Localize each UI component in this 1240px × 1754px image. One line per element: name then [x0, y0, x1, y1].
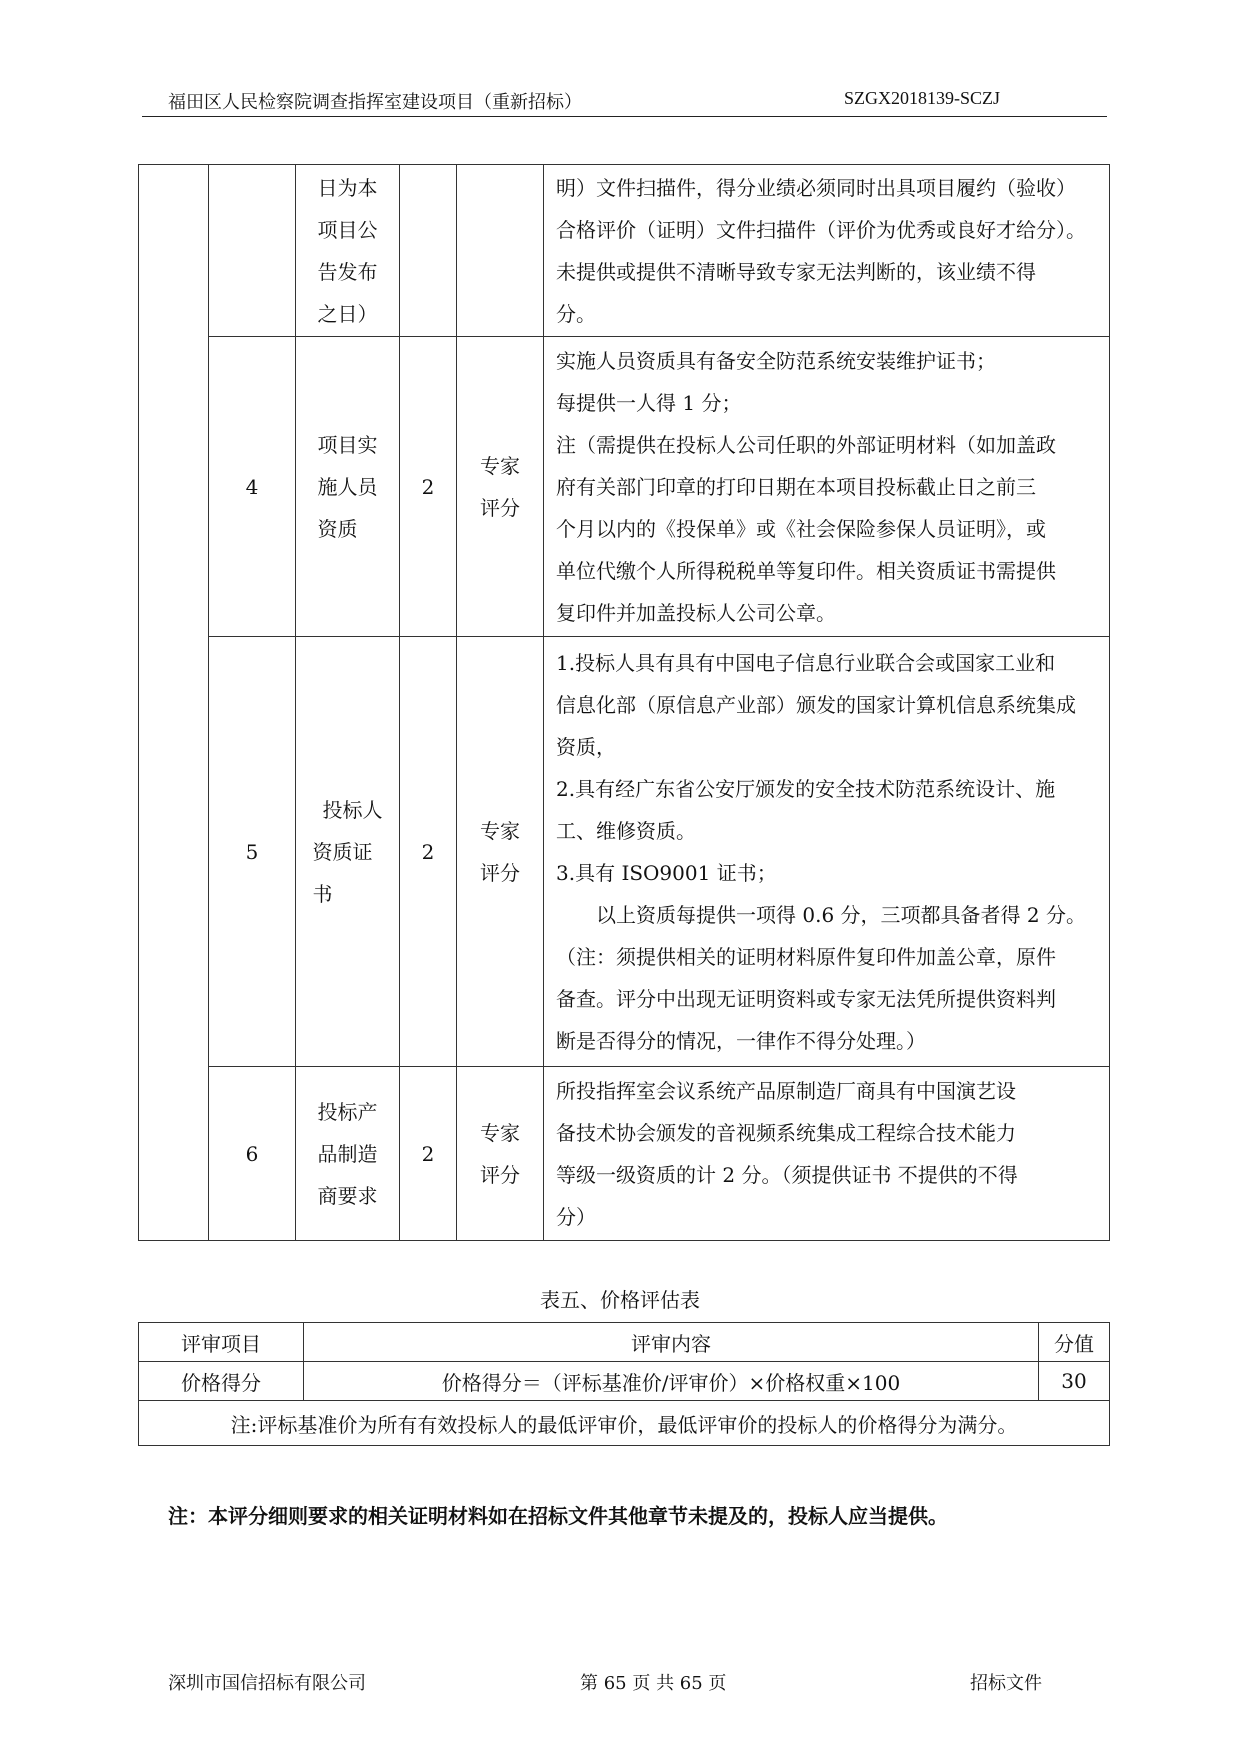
item-line: 书 [312, 881, 333, 906]
item-line: 投标产 [317, 1099, 378, 1124]
header-code: SZGX2018139-SCZJ [843, 88, 1000, 108]
footer-company: 深圳市国信招标有限公司 [168, 1673, 366, 1694]
item-line: 告发布 [317, 259, 378, 284]
description-line: 实施人员资质具有备安全防范系统安装维护证书； [556, 348, 996, 373]
description-line: 个月以内的《投保单》或《社会保险参保人员证明》，或 [556, 516, 1046, 541]
table-header-row [139, 1323, 1110, 1362]
description-line: 2.具有经广东省公安厅颁发的安全技术防范系统设计、施 [556, 776, 1056, 801]
item-line: 资质 [317, 516, 358, 541]
method-cell [457, 637, 544, 1067]
bold-note: 注：本评分细则要求的相关证明材料如在招标文件其他章节未提及的，投标人应当提供。 [168, 1504, 948, 1528]
description-cell [544, 337, 1110, 637]
price-table-title: 表五、价格评估表 [540, 1288, 700, 1312]
item-cell [296, 1067, 400, 1241]
table-row [139, 1067, 1110, 1241]
column-header: 分值 [1039, 1323, 1110, 1362]
table-note-row [139, 1401, 1110, 1446]
footer-page-number: 第 65 页 共 65 页 [580, 1673, 727, 1694]
item-line: 商要求 [317, 1183, 378, 1208]
price-note: 注:评标基准价为所有有效投标人的最低评审价，最低评审价的投标人的价格得分为满分。 [139, 1401, 1110, 1446]
price-evaluation-table [138, 1322, 1110, 1446]
method-line: 专家 [480, 453, 520, 478]
description-line: 府有关部门印章的打印日期在本项目投标截止日之前三 [556, 474, 1036, 499]
row-number [209, 165, 296, 337]
description-line: 明）文件扫描件，得分业绩必须同时出具项目履约（验收） [556, 175, 1076, 200]
table-cell: 价格得分＝（评标基准价/评审价）×价格权重×100 [304, 1362, 1039, 1401]
description-line: 未提供或提供不清晰导致专家无法判断的，该业绩不得 [556, 259, 1036, 284]
description-line: 分） [556, 1204, 596, 1229]
method-cell [457, 1067, 544, 1241]
scoring-table [138, 164, 1110, 1241]
table-cell: 价格得分 [139, 1362, 304, 1401]
score-cell: 2 [400, 1067, 457, 1241]
method-line: 评分 [480, 495, 520, 520]
description-line: 断是否得分的情况，一律作不得分处理。） [556, 1028, 926, 1053]
header-divider [142, 116, 1107, 117]
method-cell [457, 165, 544, 337]
item-line: 品制造 [317, 1141, 378, 1166]
description-line: 等级一级资质的计 2 分。（须提供证书 不提供的不得 [556, 1162, 1018, 1187]
column-header: 评审项目 [139, 1323, 304, 1362]
item-line: 项目实 [317, 432, 378, 457]
description-line: 3.具有 ISO9001 证书； [556, 860, 777, 885]
method-line: 评分 [480, 860, 520, 885]
description-line: 复印件并加盖投标人公司公章。 [556, 600, 836, 625]
description-line: 单位代缴个人所得税税单等复印件。相关资质证书需提供 [556, 558, 1056, 583]
table-row [139, 165, 1110, 337]
description-line: 以上资质每提供一项得 0.6 分，三项都具备者得 2 分。 [596, 902, 1086, 927]
method-cell [457, 337, 544, 637]
item-line: 施人员 [317, 474, 378, 499]
description-line: 每提供一人得 1 分； [556, 390, 742, 415]
description-line: 合格评价（证明）文件扫描件（评价为优秀或良好才给分）。 [556, 217, 1086, 242]
row-number: 4 [209, 337, 296, 637]
column-header: 评审内容 [304, 1323, 1039, 1362]
row-number: 6 [209, 1067, 296, 1241]
score-cell: 2 [400, 337, 457, 637]
description-line: 资质， [556, 734, 616, 759]
description-line: （注：须提供相关的证明材料原件复印件加盖公章，原件 [556, 944, 1056, 969]
item-line: 投标人 [322, 797, 383, 822]
item-line: 之日） [317, 301, 378, 326]
description-cell [544, 165, 1110, 337]
description-line: 备技术协会颁发的音视频系统集成工程综合技术能力 [556, 1120, 1016, 1145]
item-line: 资质证 [312, 839, 373, 864]
description-line: 1.投标人具有具有中国电子信息行业联合会或国家工业和 [556, 650, 1056, 675]
footer-doc-type: 招标文件 [970, 1673, 1042, 1694]
score-cell: 2 [400, 637, 457, 1067]
method-line: 专家 [480, 1120, 520, 1145]
row-number: 5 [209, 637, 296, 1067]
item-cell [296, 337, 400, 637]
item-cell [296, 165, 400, 337]
table-row [139, 337, 1110, 637]
table-row [139, 637, 1110, 1067]
header-title: 福田区人民检察院调查指挥室建设项目（重新招标） [168, 92, 582, 113]
item-cell [296, 637, 400, 1067]
method-line: 评分 [480, 1162, 520, 1187]
description-line: 分。 [556, 301, 596, 326]
description-line: 备查。评分中出现无证明资料或专家无法凭所提供资料判 [556, 986, 1056, 1011]
description-cell [544, 637, 1110, 1067]
description-line: 信息化部（原信息产业部）颁发的国家计算机信息系统集成 [556, 692, 1076, 717]
method-line: 专家 [480, 818, 520, 843]
item-line: 日为本 [317, 175, 378, 200]
table-row [139, 1362, 1110, 1401]
score-cell [400, 165, 457, 337]
table-cell: 30 [1039, 1362, 1110, 1401]
description-cell [544, 1067, 1110, 1241]
item-line: 项目公 [317, 217, 378, 242]
category-cell [139, 165, 209, 1241]
description-line: 工、维修资质。 [556, 818, 696, 843]
description-line: 注（需提供在投标人公司任职的外部证明材料（如加盖政 [556, 432, 1056, 457]
description-line: 所投指挥室会议系统产品原制造厂商具有中国演艺设 [556, 1078, 1016, 1103]
